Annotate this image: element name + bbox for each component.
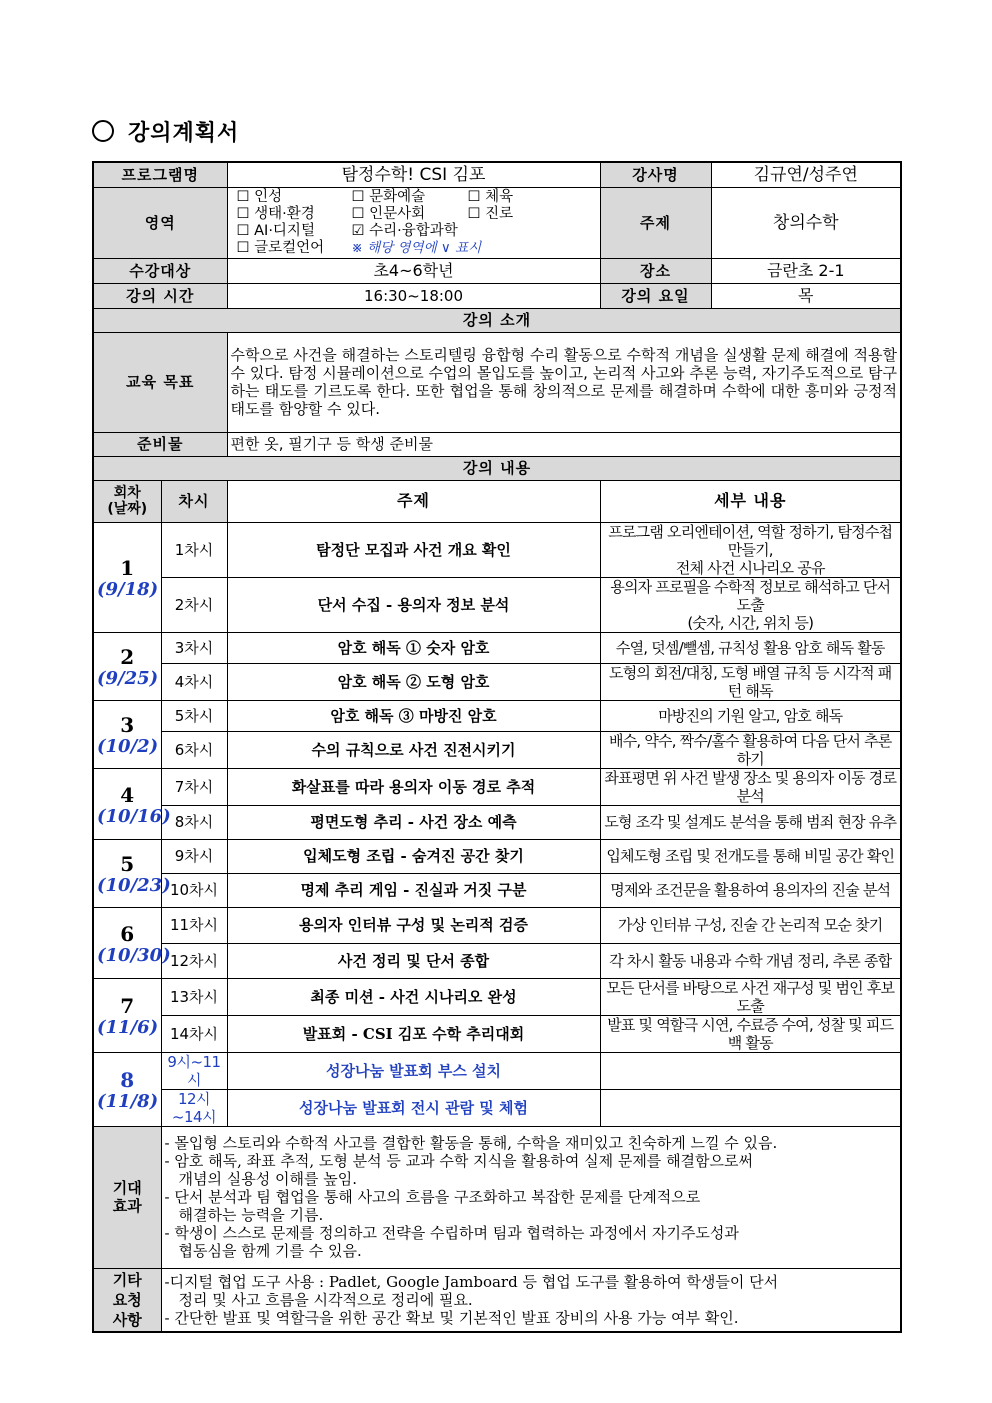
list-item: - 몰입형 스토리와 수학적 사고를 결합한 활동을 통해, 수학을 재미있고 친숙하게 느낄 수 있음. <box>164 1134 778 1152</box>
table-row <box>93 839 901 873</box>
day-value: 목 <box>711 283 901 308</box>
table-row <box>93 907 901 943</box>
detail-cell: 명제와 조건문을 활용하여 용의자의 진술 분석 <box>600 873 901 907</box>
topic-cell: 단서 수집 - 용의자 정보 분석 <box>227 577 600 632</box>
session-cell <box>93 700 161 768</box>
place-value: 금란초 2-1 <box>711 258 901 283</box>
detail-cell: 발표 및 역할극 시연, 수료증 수여, 성찰 및 피드백 활동 <box>600 1015 901 1052</box>
topic-cell: 성장나눔 발표회 부스 설치 <box>227 1052 600 1089</box>
detail-cell: 각 차시 활동 내용과 수학 개념 정리, 추론 종합 <box>600 943 901 978</box>
col-session: 회차 (날짜) <box>93 480 161 522</box>
list-item: -디지털 협업 도구 사용 : Padlet, Google Jamboard 등 협업 도구를 활용하여 학생들이 단서 <box>164 1272 779 1291</box>
period-cell: 5차시 <box>161 700 227 731</box>
session-cell <box>93 522 161 632</box>
goal-label: 교육 목표 <box>93 332 227 432</box>
session-number: 4 <box>120 782 135 807</box>
area-option: ☐ 진로 <box>467 205 514 222</box>
table-row <box>93 1052 901 1089</box>
program-value: 탐정수학! CSI 김포 <box>227 162 600 187</box>
content-header: 강의 내용 <box>93 456 901 480</box>
detail-cell: 도형 조각 및 설계도 분석을 통해 범죄 현장 유추 <box>600 805 901 839</box>
place-label: 장소 <box>600 258 711 283</box>
session-number: 7 <box>120 994 135 1018</box>
prep-label: 준비물 <box>93 432 227 456</box>
list-item-continuation: 정리 및 사고 흐름을 시각적으로 정리에 필요. <box>178 1290 473 1309</box>
topic-cell: 화살표를 따라 용의자 이동 경로 추적 <box>227 768 600 805</box>
list-item: - 학생이 스스로 문제를 정의하고 전략을 수립하며 팀과 협력하는 과정에서 자기주도성과 <box>164 1224 739 1242</box>
topic-label: 주제 <box>600 187 711 258</box>
period-cell: 11차시 <box>161 907 227 943</box>
topic-cell: 암호 해독 ① 숫자 암호 <box>227 632 600 663</box>
prep-text: 편한 옷, 필기구 등 학생 준비물 <box>227 432 901 456</box>
detail-cell: 좌표평면 위 사건 발생 장소 및 용의자 이동 경로 분석 <box>600 768 901 805</box>
area-option: ☐ 글로컬언어 <box>236 239 325 256</box>
detail-cell: 프로그램 오리엔테이션, 역할 정하기, 탐정수첩 만들기, 전체 사건 시나리오 공유 <box>600 522 901 577</box>
area-option: ☑ 수리·융합과학 <box>351 222 458 239</box>
detail-cell: 배수, 약수, 짝수/홀수 활용하여 다음 단서 추론하기 <box>600 731 901 768</box>
session-date: (10/2) <box>97 736 159 757</box>
period-cell: 1차시 <box>161 522 227 577</box>
lecture-plan-table <box>92 161 902 1333</box>
session-number: 3 <box>120 713 135 737</box>
list-item-continuation: 해결하는 능력을 기름. <box>178 1206 324 1224</box>
session-list <box>93 522 901 1126</box>
topic-cell: 용의자 인터뷰 구성 및 논리적 검증 <box>227 907 600 943</box>
table-row <box>93 632 901 663</box>
area-option: ☐ 인성 <box>236 188 283 205</box>
session-date: (11/8) <box>97 1091 159 1112</box>
table-row <box>93 522 901 577</box>
list-item: - 단서 분석과 팀 협업을 통해 사고의 흐름을 구조화하고 복잡한 문제를 단계적으로 <box>164 1188 701 1206</box>
detail-cell: 용의자 프로필을 수학적 정보로 해석하고 단서 도출 (숫자, 시간, 위치 등) <box>600 577 901 632</box>
session-number: 5 <box>120 852 135 876</box>
requests-label: 기타 요청 사항 <box>93 1268 161 1332</box>
topic-cell: 발표회 - CSI 김포 수학 추리대회 <box>227 1015 600 1052</box>
instructor-value: 김규연/성주연 <box>711 162 901 187</box>
table-row <box>93 943 901 978</box>
col-topic: 주제 <box>227 480 600 522</box>
detail-cell <box>600 1052 901 1089</box>
topic-cell: 사건 정리 및 단서 종합 <box>227 943 600 978</box>
detail-cell: 마방진의 기원 알고, 암호 해독 <box>600 700 901 731</box>
instructor-label: 강사명 <box>600 162 711 187</box>
area-option: ☐ AI·디지털 <box>236 222 315 239</box>
session-cell <box>93 839 171 907</box>
session-date: (10/23) <box>97 875 171 896</box>
topic-cell: 암호 해독 ③ 마방진 암호 <box>227 700 600 731</box>
session-date: (9/25) <box>97 668 159 689</box>
intro-header: 강의 소개 <box>93 308 901 332</box>
area-label: 영역 <box>93 187 227 258</box>
target-value: 초4~6학년 <box>227 258 600 283</box>
area-note: ※ 해당 영역에 ∨ 표시 <box>351 239 482 256</box>
session-cell <box>93 1052 161 1126</box>
area-option: ☐ 인문사회 <box>351 205 426 222</box>
table-row <box>93 731 901 768</box>
detail-cell: 모든 단서를 바탕으로 사건 재구성 및 범인 후보 도출 <box>600 978 901 1015</box>
time-value: 16:30~18:00 <box>227 283 600 308</box>
area-option: ☐ 체육 <box>467 188 514 205</box>
session-cell <box>93 632 161 700</box>
topic-value: 창의수학 <box>711 187 901 258</box>
detail-cell: 도형의 회전/대칭, 도형 배열 규칙 등 시각적 패턴 해독 <box>600 663 901 700</box>
topic-cell: 암호 해독 ② 도형 암호 <box>227 663 600 700</box>
effects-list <box>161 1126 901 1268</box>
session-date: (10/30) <box>97 944 171 966</box>
period-cell: 13차시 <box>161 978 227 1015</box>
area-option: ☐ 문화예술 <box>351 188 426 205</box>
col-period: 차시 <box>161 480 227 522</box>
list-item: - 간단한 발표 및 역할극을 위한 공간 확보 및 기본적인 발표 장비의 사용 가능 여부 확인. <box>164 1308 739 1327</box>
topic-cell: 탐정단 모집과 사건 개요 확인 <box>227 522 600 577</box>
topic-cell: 성장나눔 발표회 전시 관람 및 체험 <box>227 1089 600 1126</box>
detail-cell: 입체도형 조립 및 전개도를 통해 비밀 공간 확인 <box>600 839 901 873</box>
table-row <box>93 978 901 1015</box>
page-title <box>92 116 239 147</box>
period-cell: 9시~11시 <box>161 1052 227 1089</box>
detail-cell: 가상 인터뷰 구성, 진술 간 논리적 모순 찾기 <box>600 907 901 943</box>
session-cell <box>93 978 161 1052</box>
area-option: ☐ 생태·환경 <box>236 205 315 222</box>
detail-cell <box>600 1089 901 1126</box>
period-cell: 9차시 <box>161 839 227 873</box>
list-item: - 암호 해독, 좌표 추적, 도형 분석 등 교과 수학 지식을 활용하여 실제 문제를 해결함으로써 <box>164 1152 754 1170</box>
effects-label: 기대 효과 <box>93 1126 161 1268</box>
session-date: (10/16) <box>97 805 171 827</box>
session-date: (9/18) <box>97 579 159 600</box>
session-number: 6 <box>120 921 135 946</box>
time-label: 강의 시간 <box>93 283 227 308</box>
topic-cell: 평면도형 추리 - 사건 장소 예측 <box>227 805 600 839</box>
requests-list <box>161 1268 901 1332</box>
session-cell <box>93 768 171 839</box>
period-cell: 2차시 <box>161 577 227 632</box>
circle-icon <box>92 120 114 142</box>
target-label: 수강대상 <box>93 258 227 283</box>
session-number: 2 <box>120 645 135 669</box>
table-row <box>93 663 901 700</box>
period-cell: 12시~14시 <box>161 1089 227 1126</box>
table-row <box>93 1015 901 1052</box>
session-cell <box>93 907 171 978</box>
day-label: 강의 요일 <box>600 283 711 308</box>
table-row <box>93 873 901 907</box>
period-cell: 4차시 <box>161 663 227 700</box>
topic-cell: 최종 미션 - 사건 시나리오 완성 <box>227 978 600 1015</box>
detail-cell: 수열, 덧셈/뺄셈, 규칙성 활용 암호 해독 활동 <box>600 632 901 663</box>
period-cell: 6차시 <box>161 731 227 768</box>
list-item-continuation: 협동심을 함께 기를 수 있음. <box>178 1242 362 1260</box>
goal-text: 수학으로 사건을 해결하는 스토리텔링 융합형 수리 활동으로 수학적 개념을 실생활 문제 해결에 적용할 수 있다. 탐정 시뮬레이션으로 수업의 몰입도를 높이고, 논리적 사고와 추론 능력, 자기주도적으로 탐구하는 태도를 기르도록 한다. 또한 협업을 통해 창의적으로 문제를 해결하며 수학에 대한 흥미와 긍정적 태도를 함양할 수 있다. <box>227 332 901 432</box>
session-number: 8 <box>120 1068 135 1092</box>
area-options <box>227 187 600 258</box>
table-row <box>93 805 901 839</box>
col-detail: 세부 내용 <box>600 480 901 522</box>
period-cell: 8차시 <box>161 805 227 839</box>
topic-cell: 수의 규칙으로 사건 진전시키기 <box>227 731 600 768</box>
topic-cell: 입체도형 조립 - 숨겨진 공간 찾기 <box>227 839 600 873</box>
period-cell: 12차시 <box>161 943 227 978</box>
session-number: 1 <box>120 556 135 580</box>
program-label: 프로그램명 <box>93 162 227 187</box>
period-cell: 3차시 <box>161 632 227 663</box>
table-row <box>93 1089 901 1126</box>
table-row <box>93 577 901 632</box>
table-row <box>93 700 901 731</box>
period-cell: 14차시 <box>161 1015 227 1052</box>
topic-cell: 명제 추리 게임 - 진실과 거짓 구분 <box>227 873 600 907</box>
area-option <box>468 223 588 240</box>
period-cell: 7차시 <box>161 768 227 805</box>
page-title-text: 강의계획서 <box>128 121 240 146</box>
session-date: (11/6) <box>97 1017 159 1038</box>
table-row <box>93 768 901 805</box>
list-item-continuation: 개념의 실용성 이해를 높임. <box>178 1170 357 1188</box>
period-cell: 10차시 <box>161 873 227 907</box>
